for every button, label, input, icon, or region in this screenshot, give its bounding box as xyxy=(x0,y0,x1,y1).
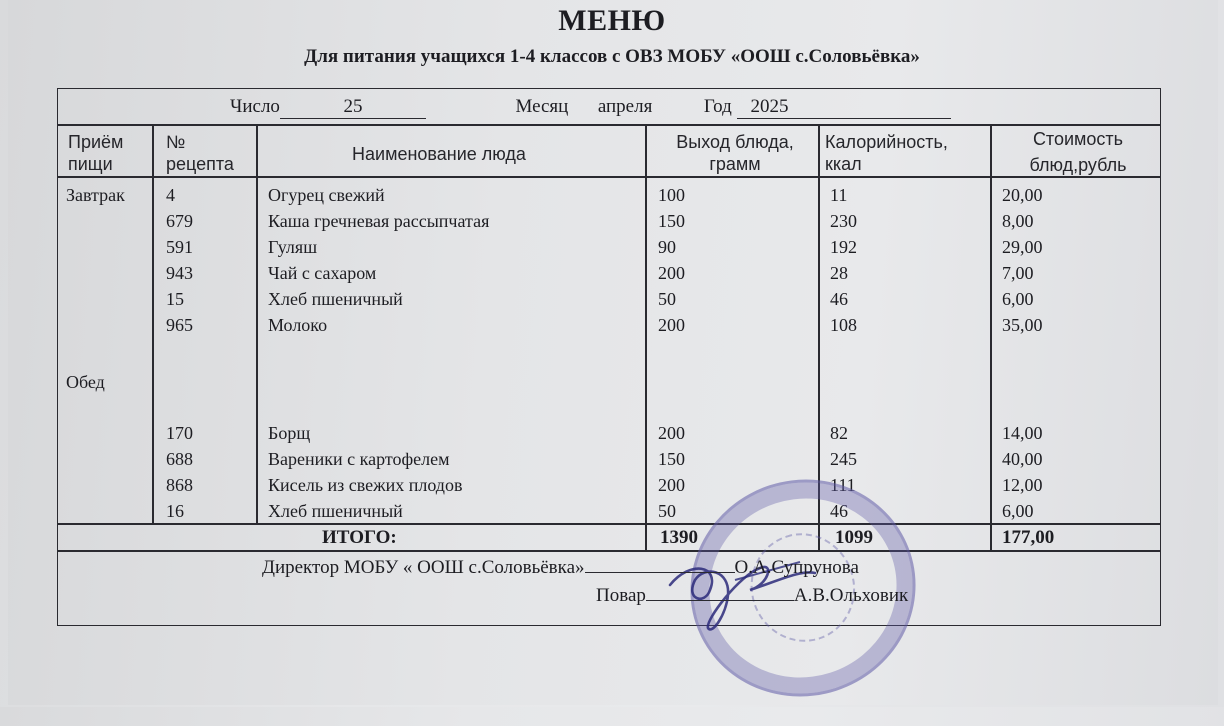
header-weight xyxy=(660,131,810,175)
year-value xyxy=(737,96,951,119)
header-calories xyxy=(825,131,948,175)
row-weight: 200 xyxy=(658,475,685,495)
total-cost: 177,00 xyxy=(1002,527,1055,548)
day-text: 25 xyxy=(343,96,363,117)
director-line xyxy=(262,557,859,579)
row-dish-name: Хлеб пшеничный xyxy=(268,289,403,309)
header-cost-line2: блюд,рубль xyxy=(1029,155,1127,175)
header-recipe xyxy=(166,131,234,175)
cook-sign-blank xyxy=(646,600,794,601)
row-cost: 40,00 xyxy=(1002,449,1043,469)
row-weight: 50 xyxy=(658,289,676,309)
header-name: Наименование люда xyxy=(352,144,526,164)
header-cost-line1: Стоимость xyxy=(1032,129,1124,149)
header-calories-line1: Калорийность, xyxy=(825,132,948,152)
total-divider-top xyxy=(57,523,1161,525)
header-divider xyxy=(57,124,1161,126)
month-value: апреля xyxy=(597,96,653,117)
row-weight: 200 xyxy=(658,423,685,443)
cook-name: А.В.Ольховик xyxy=(793,585,909,606)
row-weight: 200 xyxy=(658,263,685,283)
row-weight: 150 xyxy=(658,449,685,469)
row-calories: 46 xyxy=(830,289,848,309)
columns-divider xyxy=(57,176,1161,178)
header-meal-line1: Приём xyxy=(68,132,124,152)
header-recipe-line1: № xyxy=(166,132,186,152)
row-recipe: 591 xyxy=(166,237,193,257)
row-calories: 230 xyxy=(830,211,857,231)
row-dish-name: Кисель из свежих плодов xyxy=(268,475,463,495)
header-weight-line2: грамм xyxy=(709,154,761,174)
row-calories: 192 xyxy=(830,237,857,257)
row-dish-name: Огурец свежий xyxy=(268,185,385,205)
row-recipe: 679 xyxy=(166,211,193,231)
col-divider-1 xyxy=(152,124,154,524)
row-weight: 200 xyxy=(658,315,685,335)
director-name: О.А.Супрунова xyxy=(734,557,859,578)
row-dish-name: Чай с сахаром xyxy=(268,263,377,283)
meal-lunch: Обед xyxy=(66,372,105,392)
header-meal xyxy=(68,131,123,175)
row-calories: 28 xyxy=(830,263,848,283)
year-text: 2025 xyxy=(750,96,789,117)
row-recipe: 4 xyxy=(166,185,175,205)
day-value xyxy=(280,96,426,119)
row-cost: 20,00 xyxy=(1002,185,1043,205)
document-title: МЕНЮ xyxy=(558,4,666,37)
total-calories: 1099 xyxy=(835,527,873,548)
row-dish-name: Молоко xyxy=(268,315,328,335)
director-label: Директор МОБУ « ООШ с.Соловьёвка» xyxy=(262,557,585,578)
row-recipe: 965 xyxy=(166,315,193,335)
day-label: Число xyxy=(230,96,280,117)
row-recipe: 688 xyxy=(166,449,193,469)
row-cost: 14,00 xyxy=(1002,423,1043,443)
year-label: Год xyxy=(703,96,732,117)
header-cost xyxy=(1008,126,1148,178)
row-weight: 50 xyxy=(658,501,676,521)
row-recipe: 943 xyxy=(166,263,193,283)
month-label: Месяц xyxy=(515,96,569,117)
row-weight: 150 xyxy=(658,211,685,231)
total-label: ИТОГО: xyxy=(322,527,397,548)
total-divider-bottom xyxy=(57,550,1161,552)
row-weight: 90 xyxy=(658,237,676,257)
document-subtitle: Для питания учащихся 1-4 классов с ОВЗ МОБУ «ООШ с.Соловьёвка» xyxy=(304,46,920,67)
header-recipe-line2: рецепта xyxy=(166,154,234,174)
row-recipe: 15 xyxy=(166,289,184,309)
total-weight: 1390 xyxy=(660,527,698,548)
row-dish-name: Каша гречневая рассыпчатая xyxy=(268,211,490,231)
row-cost: 8,00 xyxy=(1002,211,1034,231)
row-cost: 35,00 xyxy=(1002,315,1043,335)
row-cost: 29,00 xyxy=(1002,237,1043,257)
row-calories: 245 xyxy=(830,449,857,469)
row-calories: 11 xyxy=(830,185,848,205)
row-cost: 12,00 xyxy=(1002,475,1043,495)
header-meal-line2: пищи xyxy=(68,154,113,174)
row-calories: 108 xyxy=(830,315,857,335)
row-dish-name: Хлеб пшеничный xyxy=(268,501,403,521)
header-calories-line2: ккал xyxy=(825,154,862,174)
row-calories: 82 xyxy=(830,423,848,443)
row-dish-name: Вареники с картофелем xyxy=(268,449,450,469)
cook-label: Повар xyxy=(596,585,646,606)
col-divider-2 xyxy=(256,124,258,524)
date-row xyxy=(230,96,951,119)
row-weight: 100 xyxy=(658,185,685,205)
row-calories: 46 xyxy=(830,501,848,521)
cook-line xyxy=(596,585,908,607)
col-divider-5 xyxy=(990,124,992,551)
row-dish-name: Борщ xyxy=(268,423,311,443)
row-recipe: 170 xyxy=(166,423,193,443)
row-recipe: 868 xyxy=(166,475,193,495)
col-divider-3 xyxy=(645,124,647,551)
row-cost: 6,00 xyxy=(1002,289,1034,309)
row-cost: 7,00 xyxy=(1002,263,1034,283)
row-dish-name: Гуляш xyxy=(268,237,318,257)
director-sign-blank xyxy=(585,572,735,573)
row-cost: 6,00 xyxy=(1002,501,1034,521)
header-weight-line1: Выход блюда, xyxy=(676,132,794,152)
row-recipe: 16 xyxy=(166,501,184,521)
meal-breakfast: Завтрак xyxy=(66,185,125,205)
row-calories: 111 xyxy=(830,475,856,495)
